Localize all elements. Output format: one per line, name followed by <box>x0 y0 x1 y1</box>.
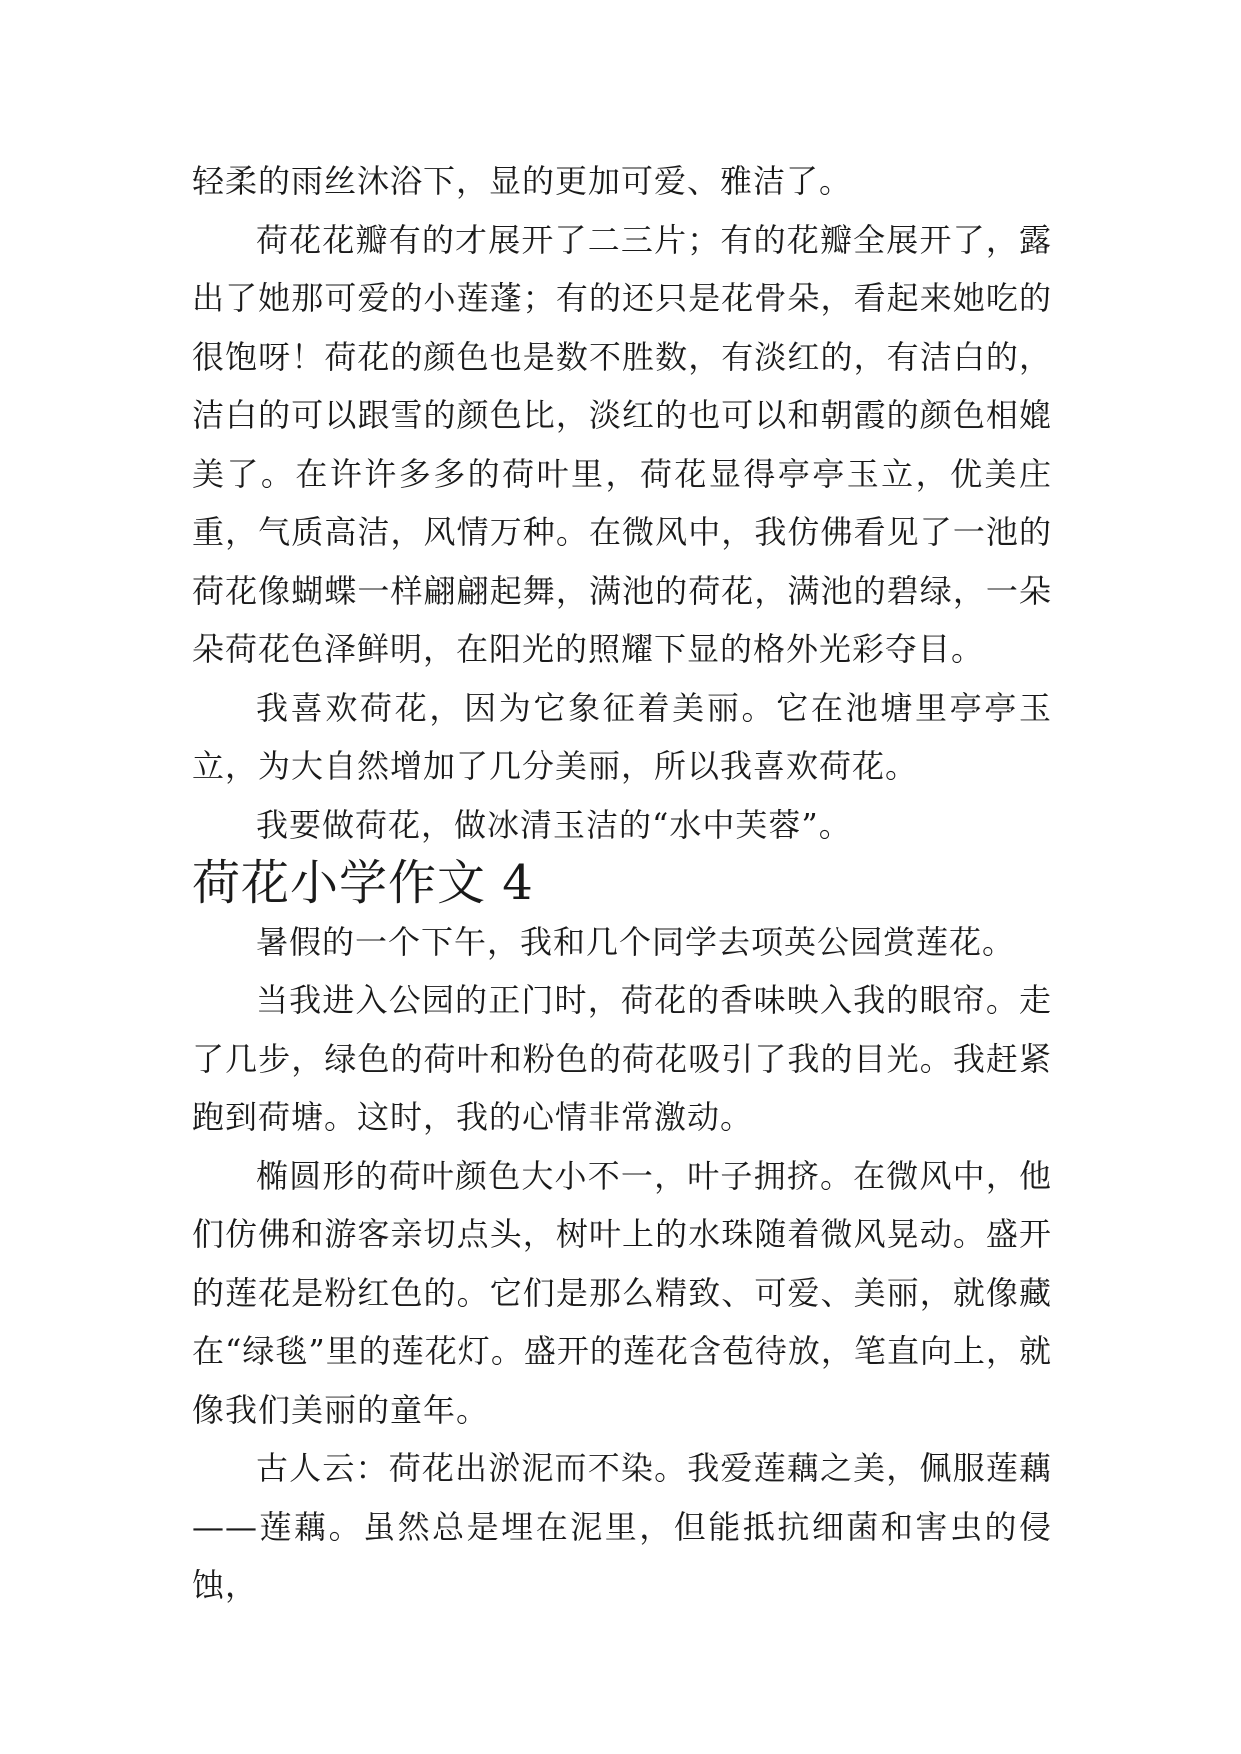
paragraph: 当我进入公园的正门时，荷花的香味映入我的眼帘。走了几步，绿色的荷叶和粉色的荷花吸引了我的目光。我赶紧跑到荷塘。这时，我的心情非常激动。 <box>192 981 1052 1136</box>
paragraph: 荷花花瓣有的才展开了二三片；有的花瓣全展开了，露出了她那可爱的小莲蓬；有的还只是花骨朵，看起来她吃的很饱呀！荷花的颜色也是数不胜数，有淡红的，有洁白的，洁白的可以跟雪的颜色比，淡红的也可以和朝霞的颜色相媲美了。在许许多多的荷叶里，荷花显得亭亭玉立，优美庄重，气质高洁，风情万种。在微风中，我仿佛看见了一池的荷花像蝴蝶一样翩翩起舞，满池的荷花，满池的碧绿，一朵朵荷花色泽鲜明，在阳光的照耀下显的格外光彩夺目。 <box>192 220 1052 668</box>
paragraph: 暑假的一个下午，我和几个同学去项英公园赏莲花。 <box>256 922 1016 961</box>
paragraph: 我要做荷花，做冰清玉洁的“水中芙蓉”。 <box>256 805 852 844</box>
paragraph: 我喜欢荷花，因为它象征着美丽。它在池塘里亭亭玉立，为大自然增加了几分美丽，所以我喜欢荷花。 <box>192 688 1052 785</box>
section-title: 荷花小学作文 4 <box>192 855 534 911</box>
paragraph: 轻柔的雨丝沐浴下，显的更加可爱、雅洁了。 <box>192 162 853 200</box>
paragraph: 椭圆形的荷叶颜色大小不一，叶子拥挤。在微风中，他们仿佛和游客亲切点头，树叶上的水珠随着微风晃动。盛开的莲花是粉红色的。它们是那么精致、可爱、美丽，就像藏在“绿毯”里的莲花灯。盛开的莲花含苞待放，笔直向上，就像我们美丽的童年。 <box>192 1156 1052 1429</box>
paragraph: 古人云：荷花出淤泥而不染。我爱莲藕之美，佩服莲藕——莲藕。虽然总是埋在泥里，但能抵抗细菌和害虫的侵蚀， <box>192 1449 1052 1604</box>
document-body <box>192 152 1052 1615</box>
